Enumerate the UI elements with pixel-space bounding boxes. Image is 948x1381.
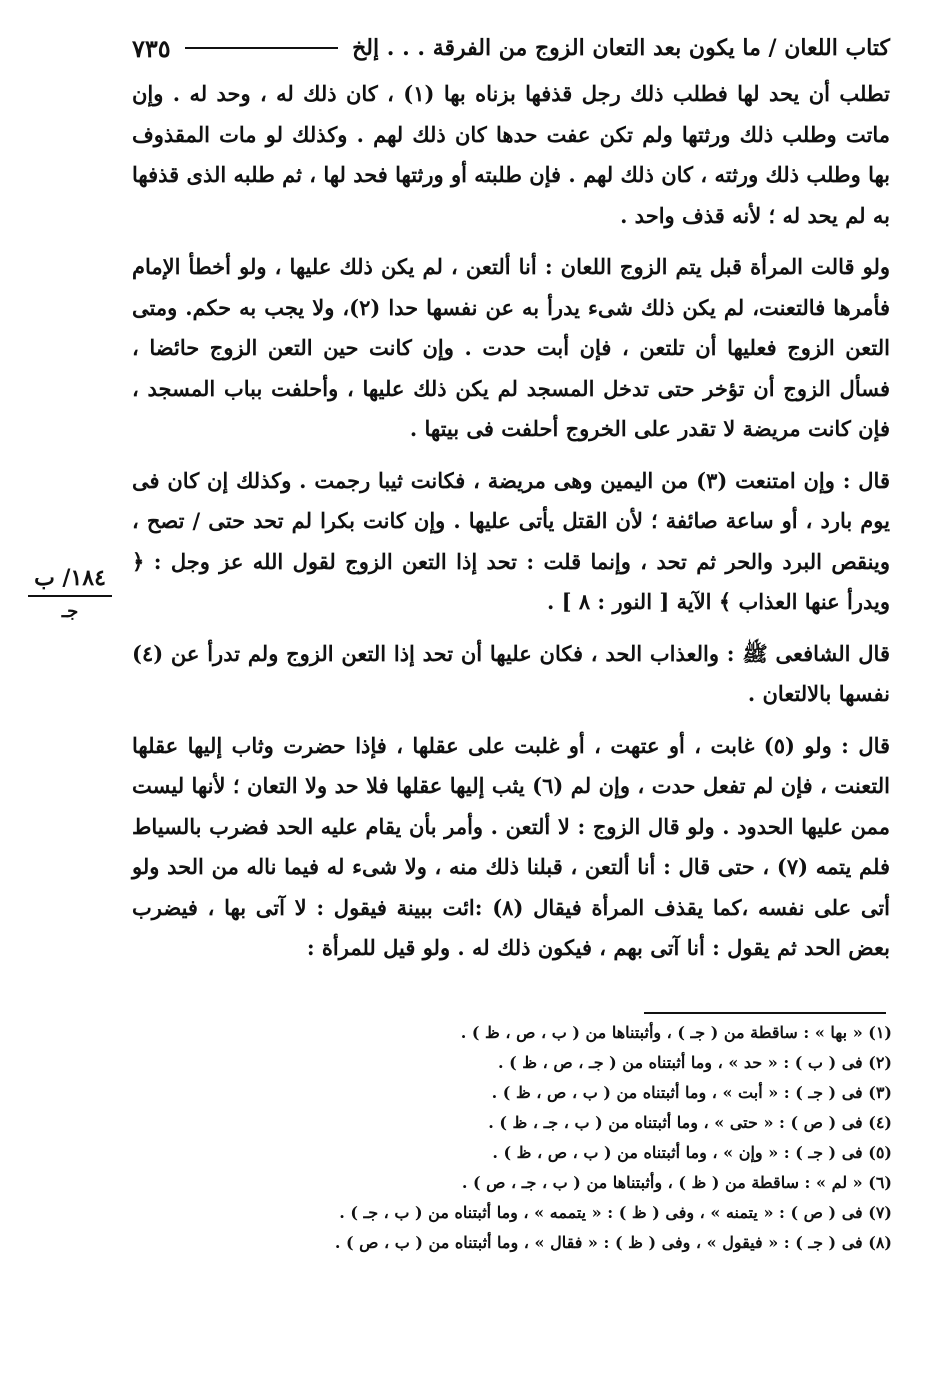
paragraph-lead: قال الشافعى ﷺ [742,640,890,666]
footnote: (٣) فى ( جـ ) : « أبت » ، وما أثبتناه من ( ب ، ص ، ظ ) . [491,1083,892,1102]
paragraph-text: تطلب أن يحد لها فطلب ذلك رجل قذفها بزناه بها (١) ، كان ذلك له ، وحد له . وإن ماتت وطلب ذلك ورثتها ولم تكن عفت حدها كان ذلك لهم . وكذلك لو مات المقذوف بها وطلب ذلك ورثته ، كان ذلك لهم . فإن طلبته أو ورثتها فحد لها ، ثم طلبه الذى قذفها به لم يحد له ؛ لأنه قذف واحد . [132,81,891,228]
manuscript-folio-note [28,563,112,627]
page-number: ٧٣٥ [132,33,171,63]
footnote: (٢) فى ( ب ) : « حد » ، وما أثبتناه من ( جـ ، ص ، ظ ) . [497,1053,892,1072]
footnote: (٥) فى ( جـ ) : « وإن » ، وما أثبتناه من ( ب ، ص ، ظ ) . [492,1143,892,1162]
header-rule [185,47,338,49]
footnote: (٧) فى ( ص ) : « يتمنه » ، وفى ( ظ ) : « يتممه » ، وما أثبتناه من ( ب ، جـ ) . [339,1203,892,1222]
footnote: (٦) « لم » : ساقطة من ( ظ ) ، وأثبتناها من ( ب ، جـ ، ص ) . [461,1173,892,1192]
paragraph-text: : والعذاب الحد ، فكان عليها أن تحد إذا التعن الزوج ولم تدرأ عن (٤) نفسها بالالتعان . [132,640,890,706]
paragraph-2 [132,247,890,450]
paragraph-text: : ولو (٥) غابت ، أو عتهت ، أو غلبت على عقلها ، فإذا حضرت وثاب إليها عقلها التعنت ، فإن لم تفعل حدت ، وإن لم (٦) يثب إليها عقلها فلا حد ولا التعان ؛ لأنها ليست ممن عليها الحدود . ولو قال الزوج : لا ألتعن . وأمر بأن يقام عليه الحد فضرب بالسياط فلم يتمه (٧) ، حتى قال : أنا ألتعن ، قبلنا ذلك منه ، ولا شىء له فيما ناله من الحد ولو أتى على نفسه ،كما يقذف المرأة فيقال (٨) :ائت ببينة فيقول : لا آتى بها ، فيضرب بعض الحد ثم يقول : أنا آتى بهم ، فيكون ذلك له . ولو قيل للمرأة : [132,732,891,960]
manuscript-siglum: جـ [61,601,79,622]
paragraph-lead: قال [858,732,891,758]
header-title: كتاب اللعان / ما يكون بعد التعان الزوج من الفرقة . . . إلخ [352,35,890,61]
footnote: (٤) فى ( ص ) : « حتى » ، وما أثبتناه من ( ب ، جـ ، ظ ) . [488,1113,892,1132]
footnotes-list [334,1018,892,1258]
main-text [132,74,890,980]
paragraph-lead: قال [858,467,890,493]
footnote: (١) « بها » : ساقطة من ( جـ ) ، وأثبتناها من ( ب ، ص ، ظ ) . [460,1023,892,1042]
folio-reference: ١٨٤/ ب [28,563,112,597]
footnote: (٨) فى ( جـ ) : « فيقول » ، وفى ( ظ ) : « فقال » ، وما أثبتناه من ( ب ، ص ) . [334,1233,892,1252]
footnote-separator [644,1012,886,1014]
paragraph-3 [132,461,890,623]
paragraph-text: ولو قالت المرأة قبل يتم الزوج اللعان : أنا ألتعن ، لم يكن ذلك عليها ، ولو أخطأ الإمام فأمرها فالتعنت، لم يكن ذلك شىء يدرأ به عن نفسها حدا (٢)، ولا يجب به حكم. ومتى التعن الزوج فعليها أن تلتعن ، فإن أبت حدت . وإن كانت حين التعن الزوج حائضا ، فسأل الزوج أن تؤخر حتى تدخل المسجد لم يكن ذلك عليها ، وأحلفت بباب المسجد ، فإن كانت مريضة لا تقدر على الخروج أحلفت فى بيتها . [132,254,890,441]
paragraph-5 [132,726,890,969]
paragraph-4 [132,634,890,715]
paragraph-text: : وإن امتنعت (٣) من اليمين وهى مريضة ، فكانت ثيبا رجمت . وكذلك إن كان فى يوم بارد ، أو ساعة صائفة ؛ لأن القتل يأتى عليها . وإن كانت بكرا لم تحد حتى / تصح ، وينقص البرد والحر ثم تحد ، وإنما قلت : تحد إذا التعن الزوج لقول الله عز وجل : ﴿ ويدرأ عنها العذاب ﴾ الآية [ النور : ٨ ] . [132,467,890,614]
running-header [132,28,890,68]
paragraph-1 [132,74,890,236]
